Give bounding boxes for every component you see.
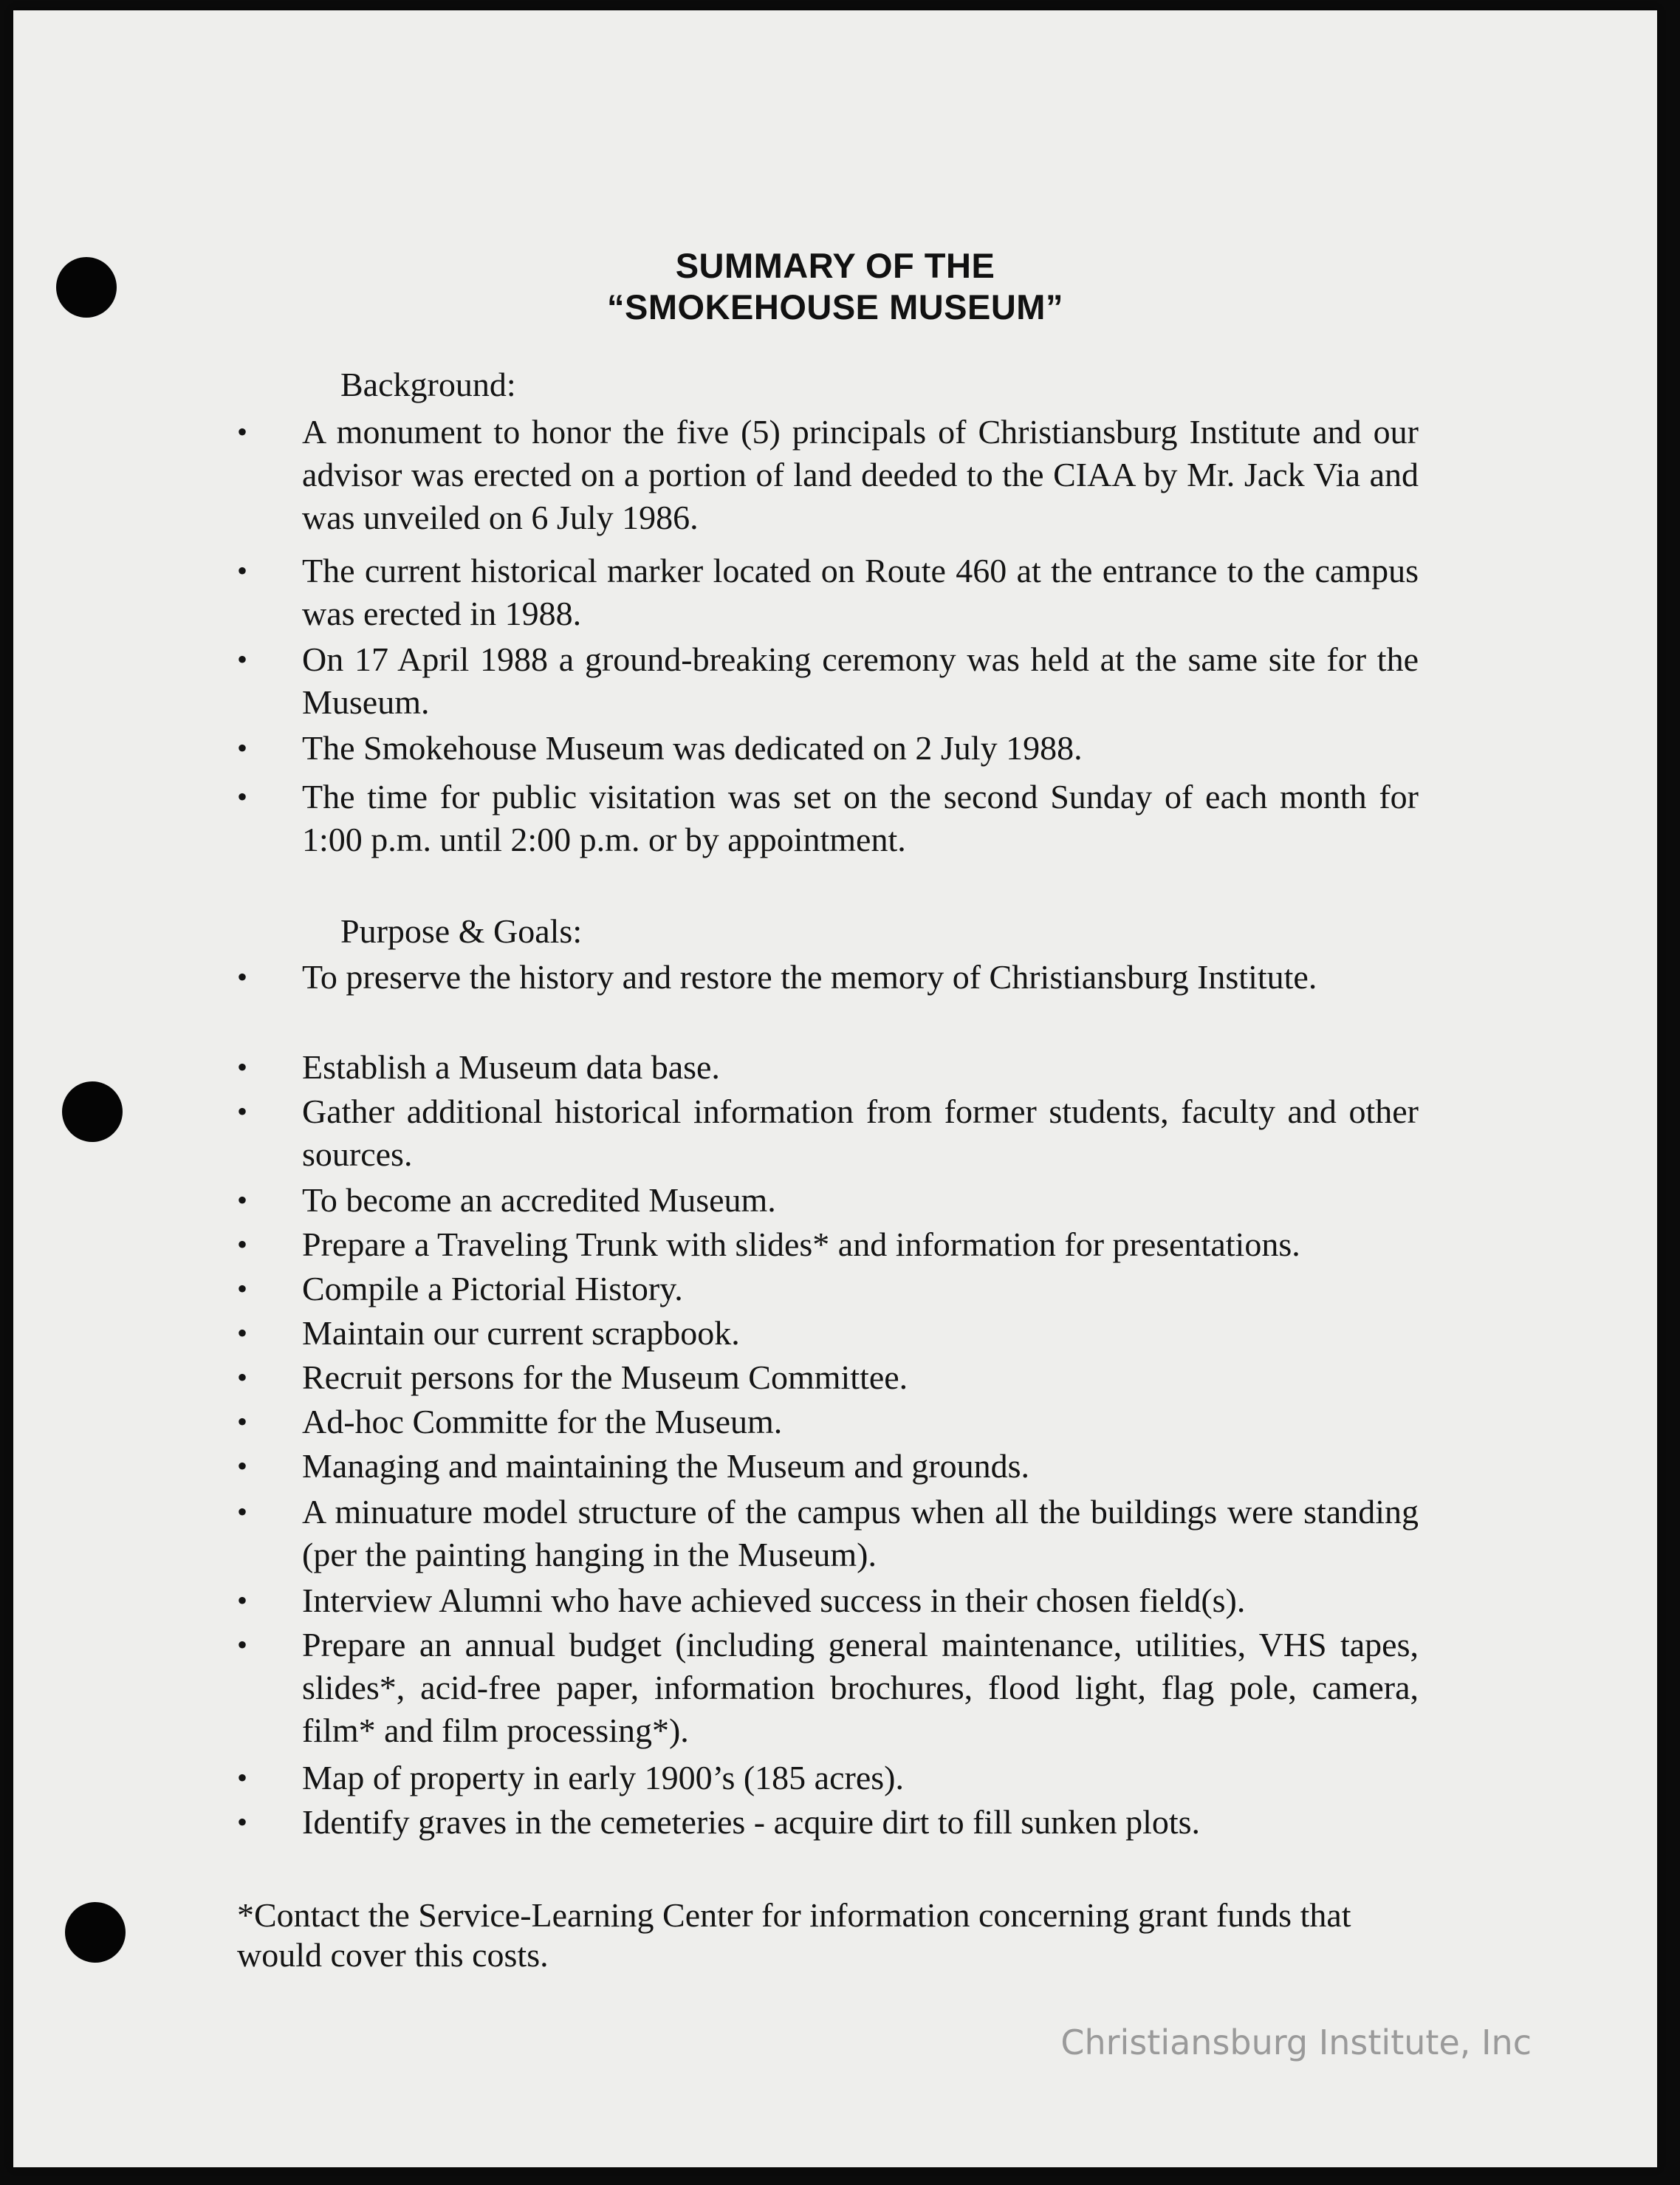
bullet-icon: • bbox=[237, 1405, 248, 1438]
purpose-item: • Compile a Pictorial History. bbox=[237, 1268, 1419, 1310]
bullet-icon: • bbox=[237, 1449, 248, 1483]
purpose-item: • Prepare a Traveling Trunk with slides* and information for presentations. bbox=[237, 1223, 1419, 1266]
background-item: • A monument to honor the five (5) principals of Christiansburg Institute and our advisor was erected on a portion of land deeded to the CIAA by Mr. Jack Via and was unveiled on 6 July 1986. bbox=[237, 411, 1419, 539]
purpose-item: • Ad-hoc Committe for the Museum. bbox=[237, 1401, 1419, 1443]
bullet-icon: • bbox=[237, 1316, 248, 1350]
purpose-item: • Interview Alumni who have achieved success in their chosen field(s). bbox=[237, 1579, 1419, 1622]
bullet-icon: • bbox=[237, 1095, 248, 1128]
purpose-item: • Recruit persons for the Museum Committee. bbox=[237, 1356, 1419, 1399]
bullet-icon: • bbox=[237, 1628, 248, 1661]
bullet-icon: • bbox=[237, 1495, 248, 1528]
background-item: • The time for public visitation was set on the second Sunday of each month for 1:00 p.m. until 2:00 p.m. or by appointment. bbox=[237, 776, 1419, 861]
document-page bbox=[13, 10, 1657, 2167]
purpose-item: • A minuature model structure of the campus when all the buildings were standing (per the painting hanging in the Museum). bbox=[237, 1491, 1419, 1576]
background-item: • The Smokehouse Museum was dedicated on 2 July 1988. bbox=[237, 727, 1419, 770]
background-item: • The current historical marker located on Route 460 at the entrance to the campus was erected in 1988. bbox=[237, 550, 1419, 635]
bullet-icon: • bbox=[237, 731, 248, 765]
bullet-icon: • bbox=[237, 960, 248, 994]
bullet-icon: • bbox=[237, 1228, 248, 1261]
document-title-line-1: SUMMARY OF THE bbox=[675, 246, 995, 285]
bullet-icon: • bbox=[237, 1272, 248, 1305]
bullet-icon: • bbox=[237, 1761, 248, 1794]
purpose-item: • Managing and maintaining the Museum and grounds. bbox=[237, 1445, 1419, 1488]
purpose-item: • Gather additional historical information from former students, faculty and other sources. bbox=[237, 1090, 1419, 1176]
bullet-icon: • bbox=[237, 1584, 248, 1617]
purpose-item: • Identify graves in the cemeteries - acquire dirt to fill sunken plots. bbox=[237, 1801, 1419, 1844]
background-heading: Background: bbox=[340, 366, 516, 403]
watermark: Christiansburg Institute, Inc bbox=[1060, 2022, 1532, 2062]
bullet-icon: • bbox=[237, 554, 248, 587]
bullet-icon: • bbox=[237, 415, 248, 448]
bullet-icon: • bbox=[237, 643, 248, 676]
bullet-icon: • bbox=[237, 1183, 248, 1217]
purpose-item: • Maintain our current scrapbook. bbox=[237, 1312, 1419, 1355]
background-item: • On 17 April 1988 a ground-breaking ceremony was held at the same site for the Museum. bbox=[237, 638, 1419, 724]
document-title-line-2: “SMOKEHOUSE MUSEUM” bbox=[607, 287, 1063, 326]
purpose-item: • To preserve the history and restore the memory of Christiansburg Institute. bbox=[237, 956, 1419, 999]
punch-hole-middle bbox=[62, 1081, 123, 1142]
footnote: *Contact the Service-Learning Center for information concerning grant funds that would cover this costs. bbox=[237, 1896, 1351, 1974]
purpose-item: • Map of property in early 1900’s (185 acres). bbox=[237, 1757, 1419, 1799]
purpose-item: • Establish a Museum data base. bbox=[237, 1046, 1419, 1089]
punch-hole-bottom bbox=[65, 1902, 126, 1963]
bullet-icon: • bbox=[237, 1050, 248, 1084]
bullet-icon: • bbox=[237, 1361, 248, 1394]
purpose-item: • Prepare an annual budget (including general maintenance, utilities, VHS tapes, slides*, acid-free paper, information brochures, flood light, flag pole, camera, film* and film processing*). bbox=[237, 1624, 1419, 1752]
purpose-heading: Purpose & Goals: bbox=[340, 912, 583, 950]
bullet-icon: • bbox=[237, 1805, 248, 1839]
bullet-icon: • bbox=[237, 780, 248, 813]
purpose-item: • To become an accredited Museum. bbox=[237, 1179, 1419, 1222]
